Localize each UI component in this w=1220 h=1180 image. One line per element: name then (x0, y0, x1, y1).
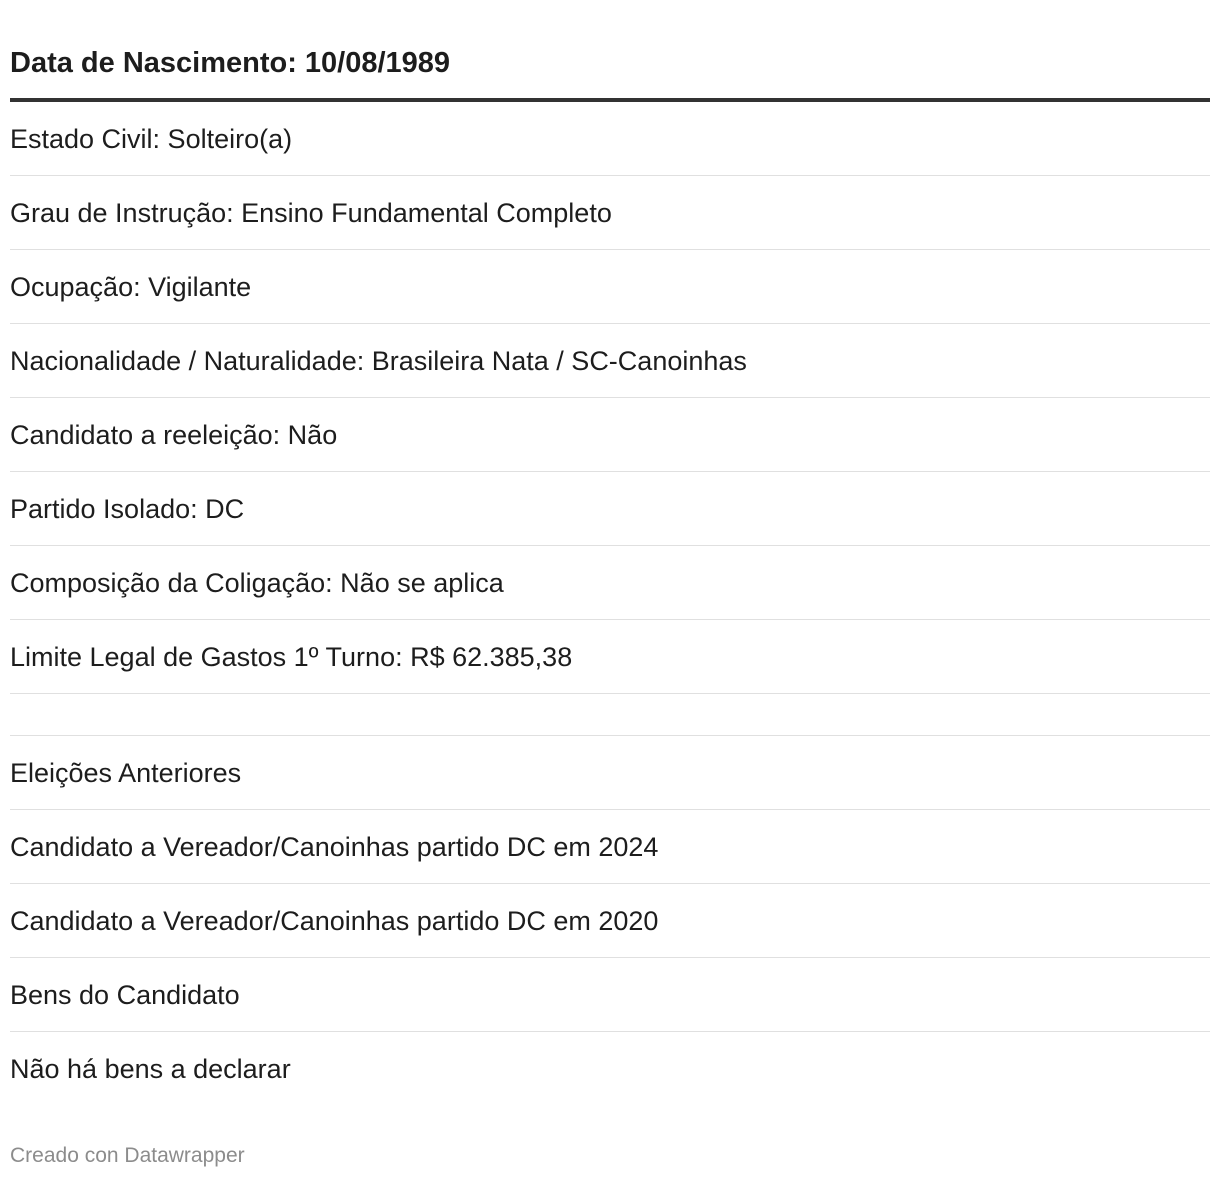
table-cell: Nacionalidade / Naturalidade: Brasileira Nata / SC-Canoinhas (10, 346, 747, 376)
table-cell: Eleições Anteriores (10, 758, 242, 788)
table-cell: Composição da Coligação: Não se aplica (10, 568, 504, 598)
table-row (10, 810, 1210, 884)
table-row (10, 250, 1210, 324)
table-row-empty (10, 694, 1210, 736)
table-cell: Bens do Candidato (10, 980, 240, 1010)
table-row (10, 102, 1210, 176)
table-cell: Não há bens a declarar (10, 1054, 291, 1084)
table-row (10, 958, 1210, 1032)
table-header-row (10, 0, 1210, 102)
table-cell: Limite Legal de Gastos 1º Turno: R$ 62.385,38 (10, 642, 573, 672)
table-cell: Candidato a Vereador/Canoinhas partido DC em 2020 (10, 906, 659, 936)
table-cell: Partido Isolado: DC (10, 494, 245, 524)
table-row (10, 398, 1210, 472)
table-cell: Grau de Instrução: Ensino Fundamental Completo (10, 198, 612, 228)
table-cell: Candidato a Vereador/Canoinhas partido DC em 2024 (10, 832, 659, 862)
table-row (10, 472, 1210, 546)
data-table (10, 0, 1210, 1105)
table-row (10, 176, 1210, 250)
table-row (10, 736, 1210, 810)
table-cell: Candidato a reeleição: Não (10, 420, 338, 450)
table-row (10, 546, 1210, 620)
table-row (10, 620, 1210, 694)
table-cell: Ocupação: Vigilante (10, 272, 252, 302)
table-row (10, 884, 1210, 958)
table-cell: Estado Civil: Solteiro(a) (10, 124, 293, 154)
table-row (10, 324, 1210, 398)
footer-credit: Creado con Datawrapper (10, 1144, 245, 1167)
table-row (10, 1032, 1210, 1105)
table-header-cell: Data de Nascimento: 10/08/1989 (10, 47, 451, 79)
